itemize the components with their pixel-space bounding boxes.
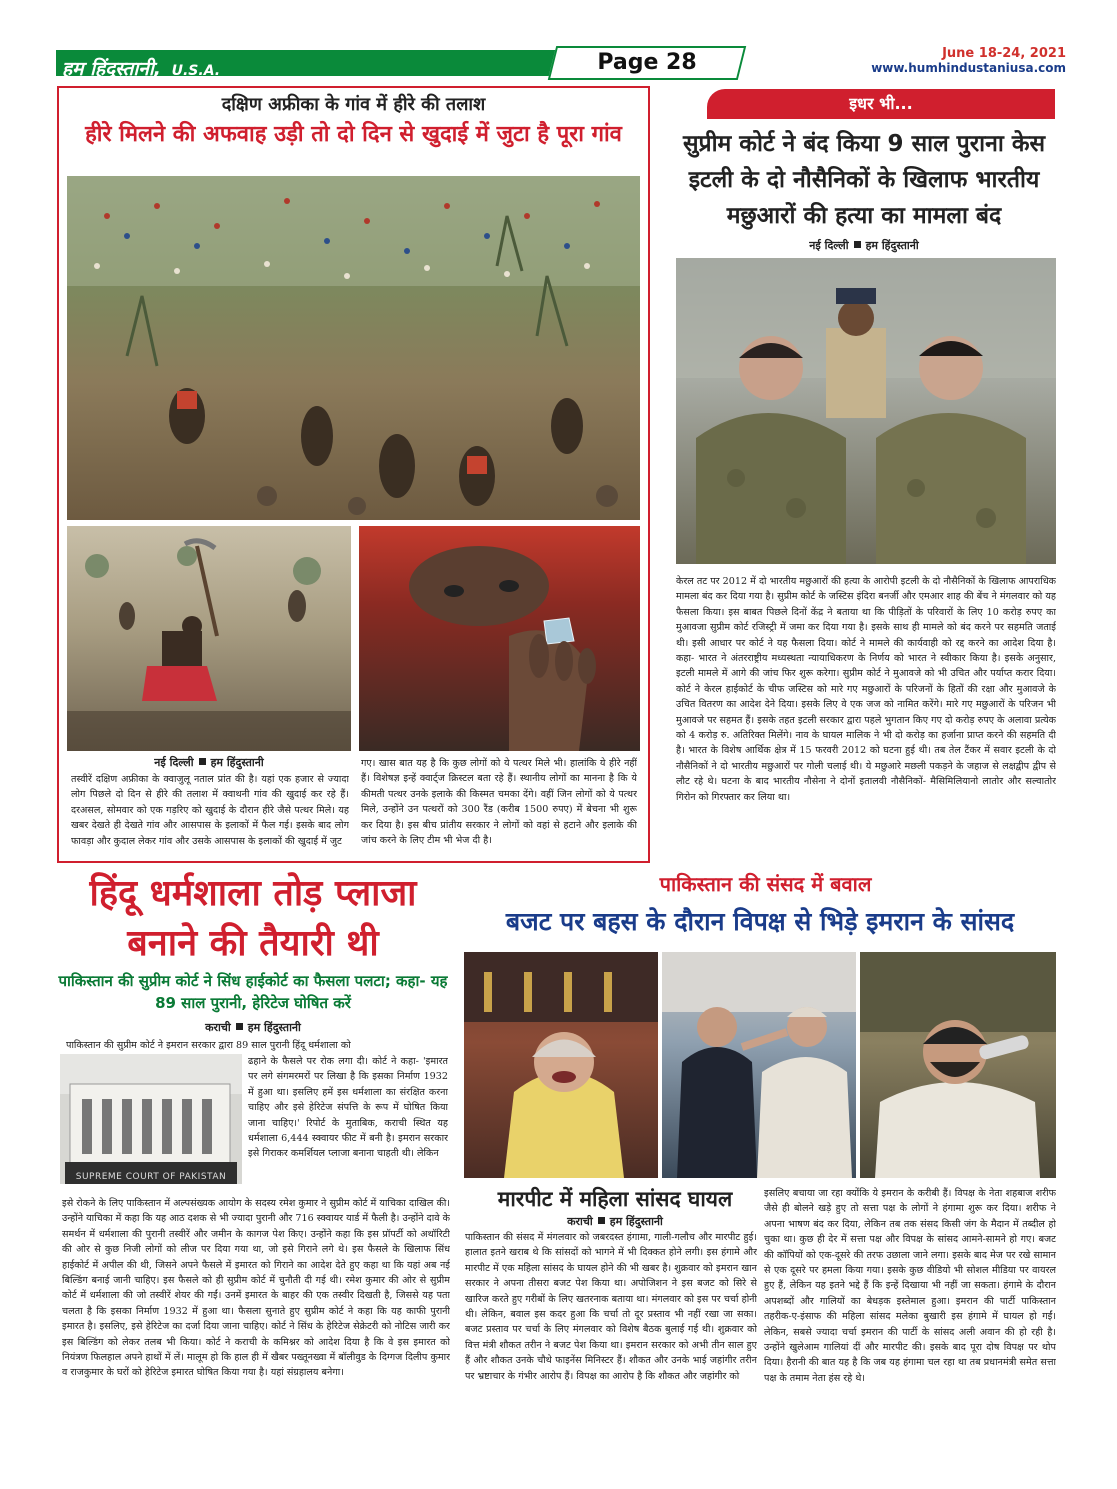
byline-square-icon <box>598 1217 605 1224</box>
website-link[interactable]: www.humhindustaniusa.com <box>871 61 1066 75</box>
photo-woman-pickaxe <box>67 526 351 751</box>
byline-place: कराची <box>567 1215 593 1228</box>
crowd-scene-illustration <box>67 176 640 520</box>
marines-illustration <box>676 258 1056 564</box>
mp-drinking-illustration <box>860 952 1056 1178</box>
crystal-scene-illustration <box>359 526 640 751</box>
byline-source: हम हिंदुस्तानी <box>247 1021 301 1034</box>
byline-square-icon <box>199 758 206 765</box>
byline-place: नई दिल्ली <box>809 239 849 252</box>
article3-intro: पाकिस्तान की सुप्रीम कोर्ट ने इमरान सरकार द्वारा 89 साल पुरानी हिंदू धर्मशाला को <box>66 1040 351 1051</box>
article2-byline <box>668 238 1060 253</box>
section-tab-idhar-bhi <box>707 89 1055 119</box>
byline-square-icon <box>236 1023 243 1030</box>
byline-square-icon <box>854 241 861 248</box>
article1-headline: हीरे मिलने की अफवाह उड़ी तो दो दिन से खुदाई में जुटा है पूरा गांव <box>85 122 622 147</box>
article2-body: केरल तट पर 2012 में दो भारतीय मछुआरों की हत्या के आरोपी इटली के दो नौसैनिकों के खिलाफ आपराधिक मामला बंद कर दिया गया है। सुप्रीम कोर्ट के जस्टिस इंदिरा बनर्जी और एमआर शाह की बेंच ने मंगलवार को यह फैसला किया। इस बाबत पिछले दिनों केंद्र ने बताया था कि पीड़ितों के परिवारों के लिए 10 करोड़ रुपए का मुआवजा सुप्रीम कोर्ट रजिस्ट्री में जमा कर दिया गया है। इसके साथ ही मामले को बंद करने पर सहमति जताई थी। इसी आधार पर कोर्ट ने यह फैसला दिया। कोर्ट ने मामले की कार्यवाही को रद्द करने का आदेश दिया है। कहा- भारत ने अंतरराष्ट्रीय मध्यस्थता न्यायाधिकरण के निर्णय को भारत ने स्वीकार किया है। इसके अनुसार, इटली मामले में आगे की जांच फिर शुरू करेगा। सुप्रीम कोर्ट ने मुआवजे को भी उचित और पर्याप्त करार दिया। कोर्ट ने केरल हाईकोर्ट के चीफ जस्टिस को मारे गए मछुआरों के परिजनों के हितों की रक्षा और मुआवजे के उचित वितरण का आदेश देने दिया। इसके लिए वे एक जज को नामित करेंगे। मारे गए मछुआरों के परिजन भी मुआवजे पर सहमत हैं। इसके तहत इटली सरकार द्वारा पहले भुगतान किए गए दो करोड़ रुपए के अलावा प्रत्येक को 4 करोड़ रु. अतिरिक्त मिलेंगे। नाव के घायल मालिक ने भी दो करोड़ का हर्जाना प्राप्त करने की सहमति दी है। भारत के विशेष आर्थिक क्षेत्र में 15 फरवरी 2012 को घटना हुई थी। तब तेल टैंकर में सवार इटली के दो नौसैनिकों ने दो भारतीय मछुआरों पर गोली चलाई थी। ये मछुआरे मछली पकड़ने के जहाज से लक्षद्वीप द्वीप से लौट रहे थे। घटना के बाद भारतीय नौसेना ने दोनों इतालवी नौसैनिकों- मैसिमिलियानो लातोर और सल्वातोर गिरोन को गिरफ्तार कर लिया था। <box>676 576 1056 803</box>
headline-line-1: सुप्रीम कोर्ट ने बंद किया 9 साल पुराना केस <box>682 131 1046 157</box>
headline-line-2: इटली के दो नौसैनिकों के खिलाफ भारतीय <box>688 167 1040 193</box>
byline-source: हम हिंदुस्तानी <box>865 239 919 252</box>
article1-kicker: दक्षिण अफ्रीका के गांव में हीरे की तलाश <box>221 94 486 115</box>
headline-line-3: मछुआरों की हत्या का मामला बंद <box>726 203 1002 229</box>
court-building-illustration <box>60 1054 242 1184</box>
woman-mp-illustration <box>464 952 658 1178</box>
article3-subhead: पाकिस्तान की सुप्रीम कोर्ट ने सिंध हाईकोर्ट का फैसला पलटा; कहा- यह 89 साल पुरानी, हेरिटेज घोषित करें <box>58 972 448 1012</box>
scuffle-illustration <box>662 952 856 1178</box>
section-label: इधर भी... <box>849 94 913 113</box>
article-diamond-search <box>57 86 650 863</box>
title-text: हम हिंदुस्तानी, <box>62 58 161 80</box>
pickaxe-scene-illustration <box>67 526 351 751</box>
article4-column1: पाकिस्तान की संसद में मंगलवार को जबरदस्त हंगामा, गाली-गलौच और मारपीट हुई। हालात इतने खराब थे कि सांसदों को भागने में भी दिक्कत होने लगी। इस हंगामे और मारपीट में एक महिला सांसद के घायल होने की भी खबर है। शुक्रवार को इमरान खान सरकार ने अपना तीसरा बजट पेश किया था। अपोजिशन ने इस बजट को सिरे से खारिज करते हुए गरीबों के लिए खतरनाक बताया था। मंगलवार को इस पर चर्चा होनी थी। लेकिन, बवाल इस कदर हुआ कि चर्चा तो दूर प्रस्ताव भी नहीं रखा जा सका। बजट प्रस्ताव पर चर्चा के लिए मंगलवार को विशेष बैठक बुलाई गई थी। शुक्रवार को वित्त मंत्री शौकत तरीन ने बजट पेश किया था। इमरान सरकार को अभी तीन साल हुए हैं और शौकत उनके चौथे फाइनेंस मिनिस्टर हैं। शौकत और उनके भाई जहांगीर तरीन पर भ्रष्टाचार के गंभीर आरोप हैं। विपक्ष का आरोप है कि शौकत और जहांगीर को <box>465 1232 757 1382</box>
byline-source: हम हिंदुस्तानी <box>210 756 264 769</box>
issue-date: June 18-24, 2021 <box>942 46 1066 61</box>
article3-byline <box>58 1020 448 1035</box>
court-sign-caption: SUPREME COURT OF PAKISTAN <box>75 1172 227 1182</box>
byline-place: कराची <box>205 1021 231 1034</box>
photo-italian-marines <box>676 258 1056 564</box>
title-usa: U.S.A. <box>171 63 221 79</box>
photo-mp-drinking <box>860 952 1056 1178</box>
masthead-meta <box>871 46 1066 75</box>
photo-crowd-digging <box>67 176 640 520</box>
photo-supreme-court-pakistan <box>60 1054 242 1184</box>
byline-place: नई दिल्ली <box>154 756 194 769</box>
article4-column2: इसलिए बचाया जा रहा क्योंकि ये इमरान के करीबी हैं। विपक्ष के नेता शहबाज शरीफ जैसे ही बोलने खड़े हुए तो सत्ता पक्ष के लोगों ने हंगामा शुरू कर दिया। शरीफ ने अपना भाषण बंद कर दिया, लेकिन तब तक संसद किसी जंग के मैदान में तब्दील हो चुका था। कुछ ही देर में सत्ता पक्ष और विपक्ष के सांसद आमने-सामने हो गए। बजट की कॉपियों को एक-दूसरे की तरफ उछाला जाने लगा। इसके बाद मेज पर रखे सामान से एक दूसरे पर हमला किया गया। इसके कुछ वीडियो भी सोशल मीडिया पर वायरल हुए हैं, लेकिन यह इतने भद्दे हैं कि इन्हें दिखाया भी नहीं जा सकता। हंगामे के दौरान अपशब्दों और गालियों का बेधड़क इस्तेमाल हुआ। इमरान की पार्टी पाकिस्तान तहरीक-ए-इंसाफ की महिला सांसद मलेका बुखारी इस हंगामे में घायल हो गईं। लेकिन, सबसे ज्यादा चर्चा इमरान की पार्टी के सांसद अली अवान की हो रही है। उन्होंने खुलेआम गालियां दीं और मारपीट की। इसके बाद पूरा दोष विपक्ष पर थोप दिया। हैरानी की बात यह है कि जब यह हंगामा चल रहा था तब प्रधानमंत्री समेत सत्ता पक्ष के तमाम नेता हंस रहे थे। <box>764 1188 1056 1384</box>
masthead <box>56 46 1066 82</box>
article2-headline <box>668 126 1060 234</box>
masthead-banner <box>56 50 556 80</box>
page-number-box <box>548 46 746 80</box>
photo-parliament-scuffle <box>662 952 856 1178</box>
photo-hand-crystal <box>359 526 640 751</box>
article1-column1: तस्वीरें दक्षिण अफ्रीका के क्वाजुलू नताल प्रांत की है। यहां एक हजार से ज्यादा लोग पिछले दो दिन से हीरे की तलाश में क्वाथनी गांव की खुदाई कर रहे हैं। दरअसल, सोमवार को एक गड़रिए को खुदाई के दौरान हीरे जैसे पत्थर मिले। यह खबर देखते ही देखते गांव और आसपास के इलाकों में फैल गई। इसके बाद लोग फावड़ा और कुदाल लेकर गांव और उसके आसपास के इलाकों की खुदाई में जुट <box>71 774 349 847</box>
page-number: Page 28 <box>597 50 697 75</box>
article3-body: इसे रोकने के लिए पाकिस्तान में अल्पसंख्यक आयोग के सदस्य रमेश कुमार ने सुप्रीम कोर्ट में याचिका दाखिल की। उन्होंने याचिका में कहा कि यह आठ दशक से भी ज्यादा पुरानी और 716 स्क्वायर यार्ड में फैली है। उन्होंने दावे के समर्थन में धर्मशाला की पुरानी तस्वीरें और जमीन के कागज पेश किए। उन्होंने कहा कि इस प्रॉपर्टी को अथॉरिटी की ओर से कुछ निजी लोगों को लीज पर दिया गया था, जो इसे गिराने लगे थे। इस फैसले के खिलाफ सिंध हाईकोर्ट में अपील की थी, जिसने अपने फैसले में इमारत को गिराने का आदेश देते हुए कहा था कि यहां अब नई बिल्डिंग बनाई जानी चाहिए। इस फैसले को ही सुप्रीम कोर्ट में चुनौती दी गई थी। रमेश कुमार की ओर से सुप्रीम कोर्ट में धर्मशाला की जो तस्वीरें शेयर की गईं। उनमें इमारत के बाहर की एक तस्वीर दिखती है, जिससे यह पता चलता है कि इसका निर्माण 1932 में हुआ था। फैसला सुनाते हुए सुप्रीम कोर्ट ने कहा कि यह काफी पुरानी इमारत है। इसलिए, इसे हेरिटेज का दर्जा दिया जाना चाहिए। कोर्ट ने सिंध के हेरिटेज सेक्रेटरी को नोटिस जारी कर इस बिल्डिंग को लेकर तलब भी किया। कोर्ट ने कराची के कमिश्नर को आदेश दिया है कि वे इस इमारत को नियंत्रण फिलहाल अपने हाथों में लें। मालूम हो कि हाल ही में खैबर पख्तूनख्वा में बॉलीवुड के दिग्गज दिलीप कुमार व राजकुमार के घरों को हेरिटेज इमारत घोषित किया गया है। यहां संग्रहालय बनेगा। <box>62 1198 450 1379</box>
article4-headline: बजट पर बहस के दौरान विपक्ष से भिड़े इमरान के सांसद <box>505 907 1015 936</box>
article4-byline <box>465 1214 765 1229</box>
article1-byline <box>67 755 351 770</box>
article3-side-text: ढहाने के फैसले पर रोक लगा दी। कोर्ट ने कहा- 'इमारत पर लगे संगमरमरों पर लिखा है कि इसका निर्माण 1932 में हुआ था। इसलिए हमें इस धर्मशाला का संरक्षित करना चाहिए और इसे हेरिटेज संपत्ति के रूप में घोषित किया जाना चाहिए।' रिपोर्ट के मुताबिक, कराची स्थित यह धर्मशाला 6,444 स्क्वायर फीट में बनी है। इमरान सरकार इसे गिराकर कमर्शियल प्लाजा बनाना चाहती थी। लेकिन <box>248 1056 448 1160</box>
article4-subhead: मारपीट में महिला सांसद घायल <box>497 1187 733 1211</box>
article4-kicker: पाकिस्तान की संसद में बवाल <box>659 872 872 896</box>
article3-headline: हिंदू धर्मशाला तोड़ प्लाजा बनाने की तैयारी थी <box>89 873 417 964</box>
newspaper-title <box>62 55 220 81</box>
article1-column2: गए। खास बात यह है कि कुछ लोगों को ये पत्थर मिले भी। हालांकि ये हीरे नहीं हैं। विशेषज्ञ इन्हें क्वार्ट्ज क्रिस्टल बता रहे हैं। स्थानीय लोगों का मानना है कि ये कीमती पत्थर उनके इलाके की किस्मत चमका देंगे। वहीं जिन लोगों को ये पत्थर मिले, उन्होंने उन पत्थरों को 300 रैंड (करीब 1500 रुपए) में बेचना भी शुरू कर दिया है। इस बीच प्रांतीय सरकार ने लोगों को वहां से हटाने और इलाके की जांच करने के लिए टीम भी भेज दी है। <box>361 758 637 847</box>
byline-source: हम हिंदुस्तानी <box>609 1215 663 1228</box>
photo-woman-mp <box>464 952 658 1178</box>
